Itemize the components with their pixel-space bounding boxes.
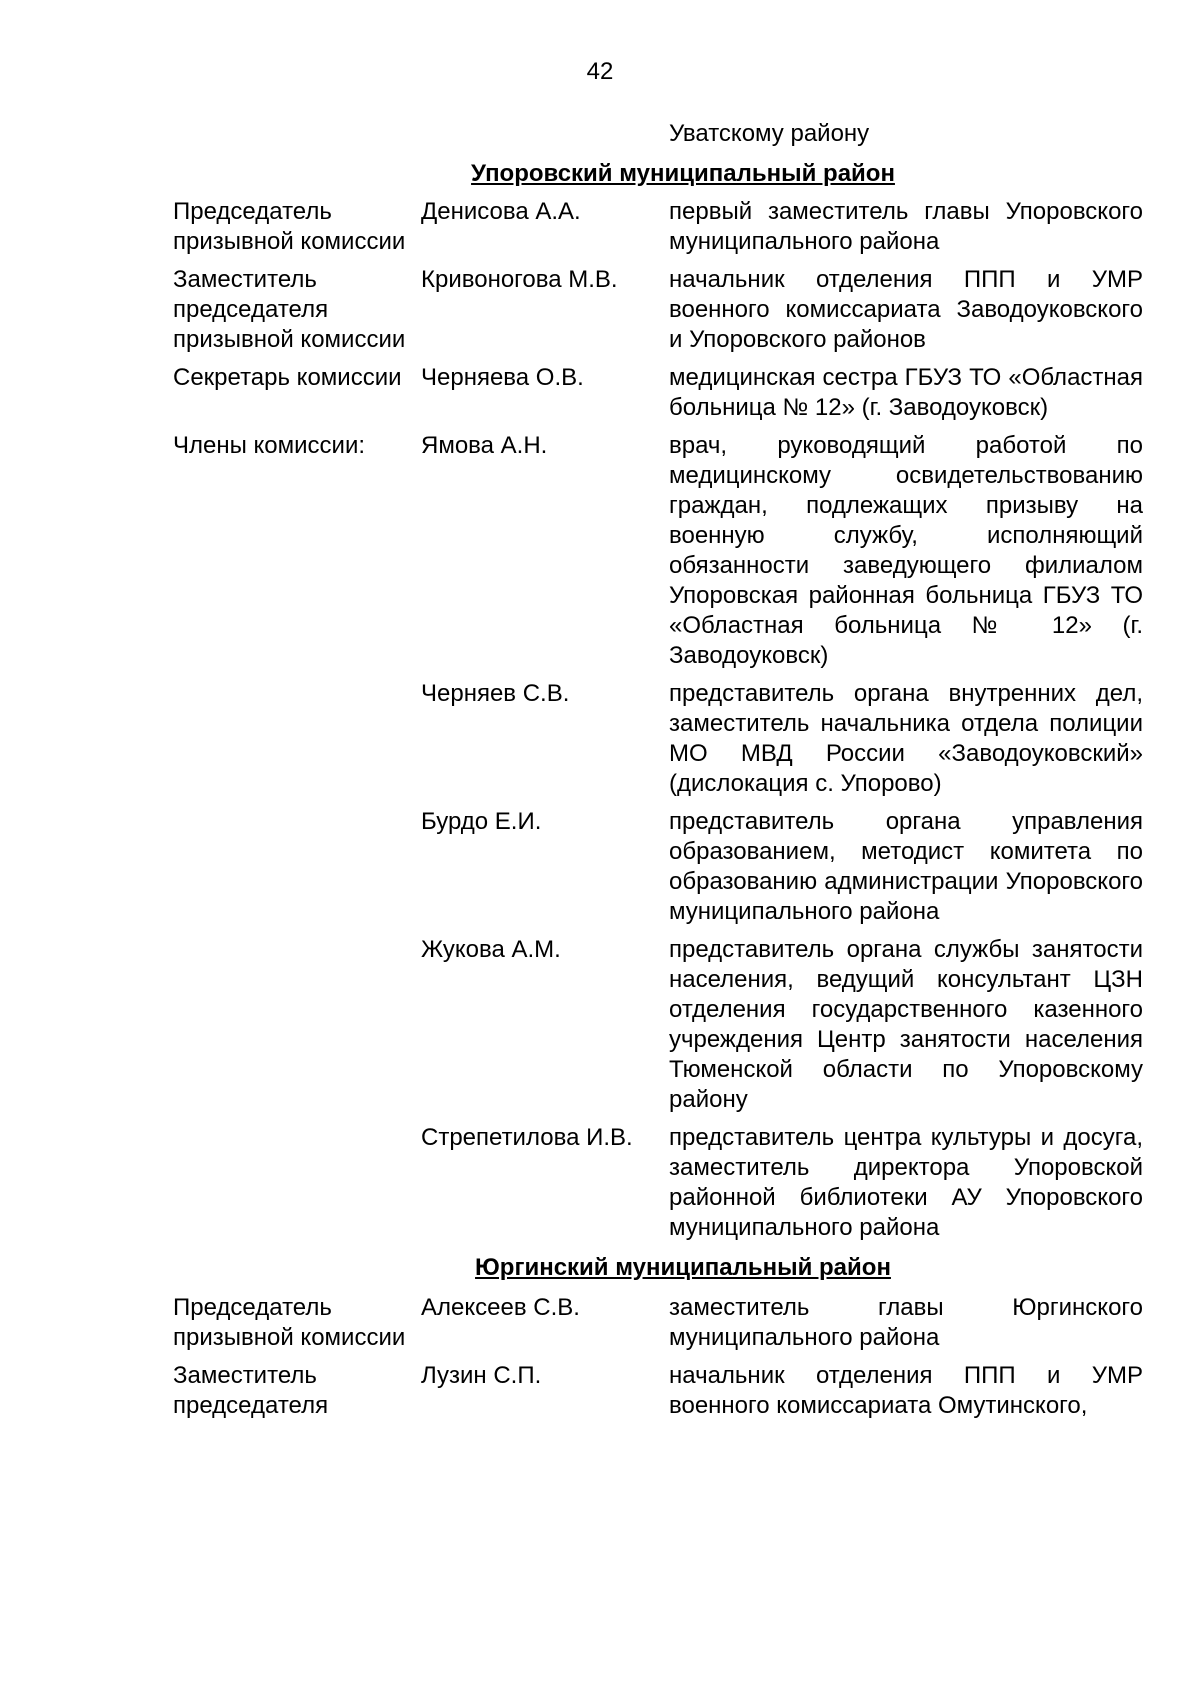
description-cell: заместитель главы Юргинского муниципального района — [669, 1294, 1143, 1351]
table-row — [173, 197, 1143, 257]
role-cell: Члены комиссии: — [173, 432, 366, 459]
role-cell: Секретарь комиссии — [173, 364, 402, 391]
description-cell: врач, руководящий работой по медицинскому освидетельствованию граждан, подлежащих призыву на военную службу, исполняющий обязанности заведующего филиалом Упоровская районная больница ГБУЗ ТО «Областная больница № 12» (г. Заводоуковск) — [669, 432, 1143, 669]
person-cell: Стрепетилова И.В. — [421, 1124, 633, 1151]
role-cell — [173, 679, 421, 799]
table-row — [173, 807, 1143, 927]
person-cell: Жукова А.М. — [421, 936, 561, 963]
role-cell: Председатель призывной комиссии — [173, 1294, 406, 1351]
person-cell: Денисова А.А. — [421, 198, 581, 225]
role-cell: Заместитель председателя — [173, 1362, 329, 1419]
table-row — [173, 1123, 1143, 1243]
description-cell: медицинская сестра ГБУЗ ТО «Областная больница № 12» (г. Заводоуковск) — [669, 364, 1143, 421]
table-row — [173, 363, 1143, 423]
person-cell: Алексеев С.В. — [421, 1294, 580, 1321]
document-body — [173, 119, 1143, 1429]
table-row — [173, 265, 1143, 355]
person-cell: Лузин С.П. — [421, 1362, 542, 1389]
role-cell: Председатель призывной комиссии — [173, 198, 406, 255]
role-cell — [173, 807, 421, 927]
description-cell: представитель органа внутренних дел, заместитель начальника отдела полиции МО МВД России «Заводоуковский» (дислокация с. Упорово) — [669, 680, 1143, 797]
person-cell: Кривоногова М.В. — [421, 266, 618, 293]
section-heading: Упоровский муниципальный район — [471, 160, 895, 187]
continuation-text: Уватскому району — [669, 120, 870, 147]
table-row — [173, 1361, 1143, 1421]
description-cell: первый заместитель главы Упоровского муниципального района — [669, 198, 1143, 255]
table-row — [173, 1293, 1143, 1353]
description-cell: представитель органа управления образованием, методист комитета по образованию администрации Упоровского муниципального района — [669, 808, 1143, 925]
description-cell: начальник отделения ППП и УМР военного комиссариата Омутинского, — [669, 1362, 1143, 1419]
role-cell: Заместитель председателя призывной комиссии — [173, 266, 406, 353]
description-cell: представитель центра культуры и досуга, заместитель директора Упоровской районной библиотеки АУ Упоровского муниципального района — [669, 1124, 1143, 1241]
table-row — [173, 679, 1143, 799]
table-row — [173, 431, 1143, 671]
table-row — [173, 935, 1143, 1115]
description-cell: начальник отделения ППП и УМР военного комиссариата Заводоуковского и Упоровского районов — [669, 266, 1143, 353]
description-cell: представитель органа службы занятости населения, ведущий консультант ЦЗН отделения государственного казенного учреждения Центр занятости населения Тюменской области по Упоровскому району — [669, 936, 1143, 1113]
person-cell: Черняев С.В. — [421, 680, 570, 707]
person-cell: Бурдо Е.И. — [421, 808, 542, 835]
section-heading: Юргинский муниципальный район — [475, 1254, 891, 1281]
page-number: 42 — [586, 58, 614, 85]
role-cell — [173, 935, 421, 1115]
person-cell: Черняева О.В. — [421, 364, 584, 391]
role-cell — [173, 1123, 421, 1243]
person-cell: Ямова А.Н. — [421, 432, 548, 459]
